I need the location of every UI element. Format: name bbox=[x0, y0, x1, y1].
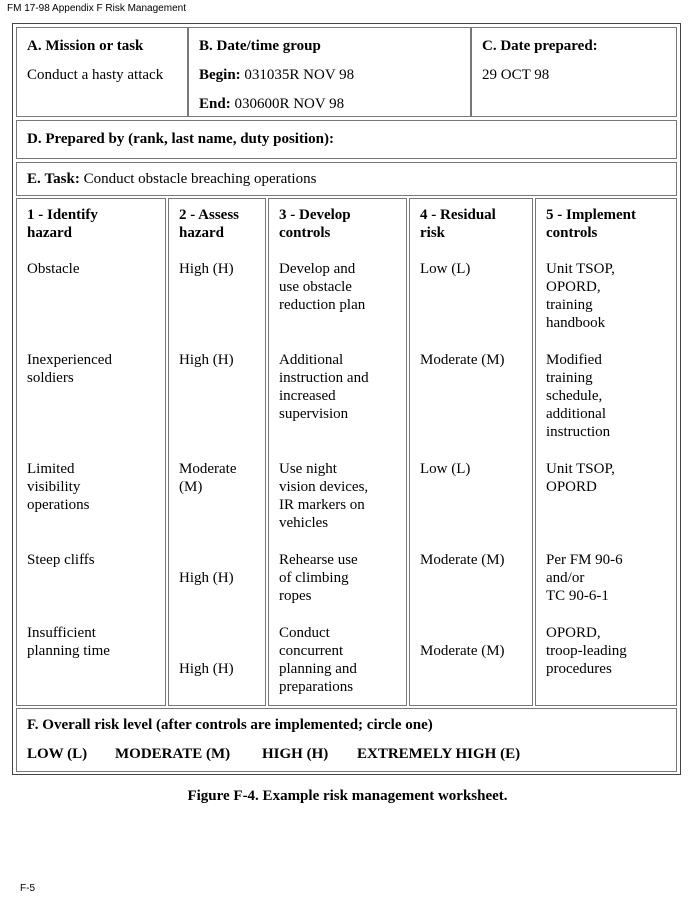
col2-header-line2: hazard bbox=[179, 225, 224, 241]
r4-controls-2: of climbing bbox=[279, 570, 349, 586]
r5-hazard-2: planning time bbox=[27, 643, 110, 659]
r3-assess-2: (M) bbox=[179, 479, 203, 495]
r3-residual: Low (L) bbox=[420, 461, 471, 477]
risk-level-moderate: MODERATE (M) bbox=[115, 746, 231, 762]
col-residual-risk bbox=[409, 198, 533, 706]
col1-header-line1: 1 - Identify bbox=[27, 207, 98, 223]
section-c-cell bbox=[471, 27, 677, 117]
r5-hazard-1: Insufficient bbox=[27, 625, 96, 641]
r3-hazard-3: operations bbox=[27, 497, 90, 513]
col5-header-line2: controls bbox=[546, 225, 598, 241]
section-d-cell bbox=[16, 120, 677, 159]
r3-implement-2: OPORD bbox=[546, 479, 597, 495]
col-develop-controls bbox=[268, 198, 407, 706]
r3-controls-2: vision devices, bbox=[279, 479, 369, 495]
r3-hazard-2: visibility bbox=[27, 479, 81, 495]
r2-controls-2: instruction and bbox=[279, 370, 369, 386]
r1-residual: Low (L) bbox=[420, 261, 471, 277]
col3-header-line2: controls bbox=[279, 225, 331, 241]
r2-implement-3: schedule, bbox=[546, 388, 603, 404]
section-e-prefix: E. bbox=[27, 171, 41, 187]
r4-implement-3: TC 90-6-1 bbox=[546, 588, 609, 604]
col5-header-line1: 5 - Implement bbox=[546, 207, 636, 223]
begin-label: Begin: bbox=[199, 67, 241, 83]
col4-header-line1: 4 - Residual bbox=[420, 207, 496, 223]
r3-controls-1: Use night bbox=[279, 461, 337, 477]
risk-level-extremely-high: EXTREMELY HIGH (E) bbox=[357, 746, 521, 762]
figure-caption: Figure F-4. Example risk management worksheet. bbox=[187, 788, 508, 804]
r1-controls-2: use obstacle bbox=[279, 279, 352, 295]
r4-controls-3: ropes bbox=[279, 588, 312, 604]
r2-implement-4: additional bbox=[546, 406, 606, 422]
col-implement-controls bbox=[535, 198, 677, 706]
r1-implement-1: Unit TSOP, bbox=[546, 261, 615, 277]
section-c-label: C. Date prepared: bbox=[482, 38, 598, 54]
r5-controls-3: planning and bbox=[279, 661, 357, 677]
r2-implement-2: training bbox=[546, 370, 593, 386]
risk-worksheet bbox=[12, 23, 681, 775]
end-value: 030600R NOV 98 bbox=[234, 96, 345, 112]
r4-assess: High (H) bbox=[179, 570, 234, 586]
col-identify-hazard bbox=[16, 198, 166, 706]
r2-hazard-2: soldiers bbox=[27, 370, 74, 386]
r4-residual: Moderate (M) bbox=[420, 552, 505, 568]
r1-implement-4: handbook bbox=[546, 315, 606, 331]
r5-implement-2: troop-leading bbox=[546, 643, 627, 659]
r1-controls-1: Develop and bbox=[279, 261, 356, 277]
risk-level-low: LOW (L) bbox=[27, 746, 88, 762]
r4-controls-1: Rehearse use bbox=[279, 552, 358, 568]
r3-implement-1: Unit TSOP, bbox=[546, 461, 615, 477]
r5-implement-1: OPORD, bbox=[546, 625, 601, 641]
r5-assess: High (H) bbox=[179, 661, 234, 677]
section-d-label: D. Prepared by (rank, last name, duty position): bbox=[27, 131, 334, 147]
r2-controls-4: supervision bbox=[279, 406, 349, 422]
r4-implement-1: Per FM 90-6 bbox=[546, 552, 623, 568]
section-a-cell bbox=[16, 27, 188, 117]
r3-controls-4: vehicles bbox=[279, 515, 329, 531]
r2-controls-1: Additional bbox=[279, 352, 344, 368]
r5-controls-4: preparations bbox=[279, 679, 354, 695]
r1-implement-3: training bbox=[546, 297, 593, 313]
page-header: FM 17-98 Appendix F Risk Management bbox=[7, 3, 186, 14]
r3-hazard-1: Limited bbox=[27, 461, 75, 477]
r3-controls-3: IR markers on bbox=[279, 497, 365, 513]
col-assess-hazard bbox=[168, 198, 266, 706]
col1-header-line2: hazard bbox=[27, 225, 72, 241]
r4-implement-2: and/or bbox=[546, 570, 585, 586]
r5-residual: Moderate (M) bbox=[420, 643, 505, 659]
section-e-cell bbox=[16, 162, 677, 196]
section-e-label: Task: bbox=[44, 171, 80, 187]
r5-controls-1: Conduct bbox=[279, 625, 330, 641]
r4-hazard: Steep cliffs bbox=[27, 552, 95, 568]
r1-implement-2: OPORD, bbox=[546, 279, 601, 295]
section-f-label: F. Overall risk level (after controls are implemented; circle one) bbox=[27, 717, 433, 733]
r5-controls-2: concurrent bbox=[279, 643, 344, 659]
end-label: End: bbox=[199, 96, 231, 112]
section-c-value: 29 OCT 98 bbox=[482, 67, 550, 83]
section-f-cell bbox=[16, 708, 677, 772]
col3-header-line1: 3 - Develop bbox=[279, 207, 351, 223]
r3-assess-1: Moderate bbox=[179, 461, 237, 477]
col2-header-line1: 2 - Assess bbox=[179, 207, 240, 223]
page-footer: F-5 bbox=[20, 883, 35, 894]
r1-hazard: Obstacle bbox=[27, 261, 80, 277]
section-b-cell bbox=[188, 27, 471, 117]
r5-implement-3: procedures bbox=[546, 661, 612, 677]
section-b-label: B. Date/time group bbox=[199, 38, 321, 54]
r2-hazard-1: Inexperienced bbox=[27, 352, 112, 368]
r2-implement-1: Modified bbox=[546, 352, 602, 368]
begin-value: 031035R NOV 98 bbox=[244, 67, 355, 83]
section-a-label: A. Mission or task bbox=[27, 38, 144, 54]
r1-controls-3: reduction plan bbox=[279, 297, 366, 313]
r2-controls-3: increased bbox=[279, 388, 336, 404]
risk-level-high: HIGH (H) bbox=[262, 746, 329, 762]
section-e-value: Conduct obstacle breaching operations bbox=[83, 171, 317, 187]
r1-assess: High (H) bbox=[179, 261, 234, 277]
col4-header-line2: risk bbox=[420, 225, 446, 241]
r2-assess: High (H) bbox=[179, 352, 234, 368]
r2-implement-5: instruction bbox=[546, 424, 611, 440]
section-a-value: Conduct a hasty attack bbox=[27, 67, 164, 83]
r2-residual: Moderate (M) bbox=[420, 352, 505, 368]
